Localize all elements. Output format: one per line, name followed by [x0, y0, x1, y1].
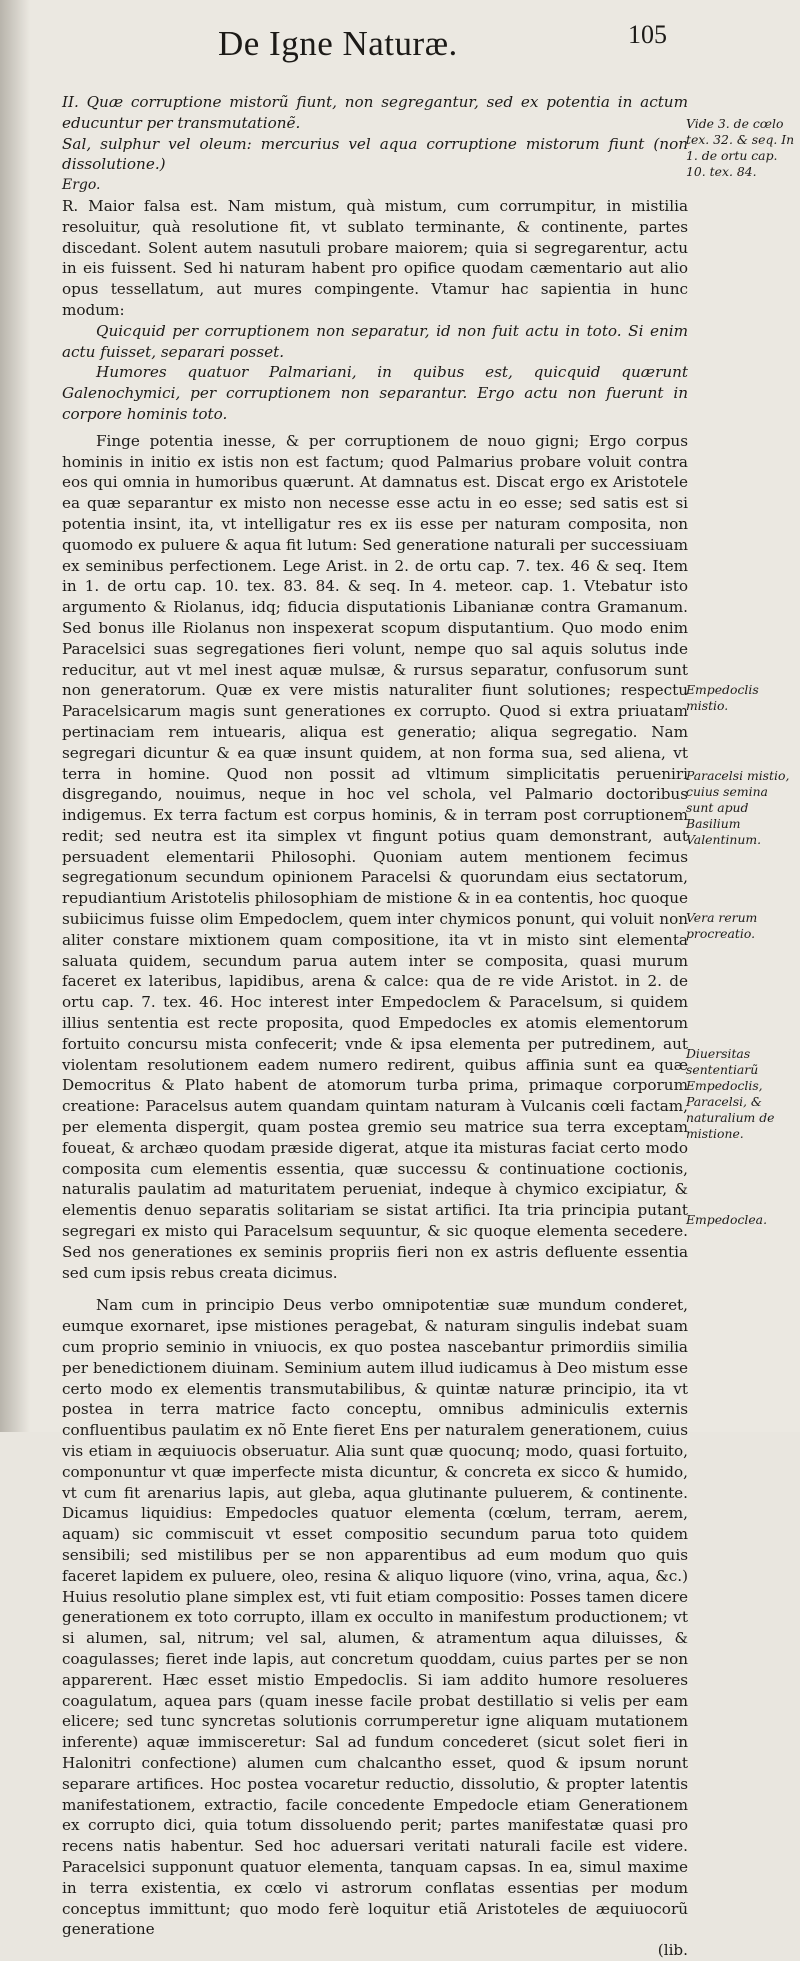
main-text-column [62, 92, 688, 1960]
margin-note: Empedoclis mistio. [686, 682, 759, 713]
body-paragraph: Sal, sulphur vel oleum: mercurius vel aqua corruptione mistorum fiunt (non dissolutione.) [62, 134, 688, 174]
body-paragraph: R. Maior falsa est. Nam mistum, quà mistum, cum corrumpitur, in mistilia resoluitur, quà resolutione fit, vt sublato terminante, & continente, partes discedant. Solent autem nasutuli probare maiorem; quia si segregarentur, actu in eis fuissent. Sed hi naturam habent pro opifice quodam cæmentario aut alio opus tessellatum, aut mures compingente. Vtamur hac sapientia in hunc modum: [62, 196, 688, 319]
margin-note: Diuersitas sententiarũ Empedoclis, Paracelsi, & naturalium de mistione. [686, 1046, 775, 1141]
margin-note: Empedoclea. [686, 1212, 768, 1227]
body-paragraph: (lib. [657, 1941, 688, 1960]
margin-note: Vide 3. de cœlo tex. 32. & seq. In 1. de ortu cap. 10. tex. 84. [686, 116, 795, 179]
page-gutter-shadow [0, 0, 30, 1432]
running-header [0, 18, 800, 68]
body-paragraph: II. Quæ corruptione mistorũ fiunt, non segregantur, sed ex potentia in actum educuntur per transmutationẽ. [62, 93, 688, 132]
page-title: De Igne Naturæ. [218, 24, 458, 63]
body-paragraph: Nam cum in principio Deus verbo omnipotentiæ suæ mundum conderet, eumque exornaret, ipse mistiones peragebat, & naturam singulis indebat suam cum proprio seminio in vniuocis, ex quo postea nascebantur primordiis similia per benedictionem diuinam. Seminium autem illud iudicamus à Deo mistum esse certo modo ex elementis transmutabilibus, & quintæ naturæ principio, ita vt postea in terra matrice facto conceptu, omnibus adminiculis externis confluentibus paulatim ex nõ Ente fieret Ens per naturalem generationem, cuius vis etiam in æquiuocis obseruatur. Alia sunt quæ quocunq; modo, quasi fortuito, componuntur vt quæ imperfecte mista dicuntur, & concreta ex sicco & humido, vt cum fit arenarius lapis, aut gleba, aqua glutinante puluerem, & continente. Dicamus liquidius: Empedocles quatuor elementa (cœlum, terram, aerem, aquam) sic commiscuit vt esset compositio secundum parua toto quidem sensibili; sed mistilibus per se non apparentibus ad eum modum quo quis faceret lapidem ex puluere, oleo, resina & aliquo liquore (vino, vrina, aqua, &c.) Huius resolutio plane simplex est, vti fuit etiam compositio: Posses tamen dicere generationem ex toto corrupto, illam ex occulto in manifestum productionem; vt si alumen, sal, nitrum; vel sal, alumen, & atramentum aqua diluisses, & coagulasses; fieret inde lapis, aut concretum quoddam, cuius partes per se non apparerent. Hæc esset mistio Empedoclis. Si iam addito humore resolueres coagulatum, aquea pars (quam inesse facile probat destillatio si velis per eam elicere; sed tunc syncretas solutionis corrumperetur igne aliquam mutationem inferente) aquæ immisceretur: Sal ad fundum concederet (sicut solet fieri in Halonitri confectione) alumen cum chalcantho esset, quod & ipsum norunt separare artifices. Hoc postea vocaretur reductio, dissolutio, & propter latentis manifestationem, extractio, facile concedente Empedocle etiam Generationem ex corrupto dici, quia totum dissoluendo perit; partes manifestatæ quasi pro recens natis habentur. Sed hoc aduersari veritati naturali facile est videre. Paracelsici supponunt quatuor elementa, tanquam capsas. In ea, simul maxime in terra existentia, ex cœlo vi astrorum conflatas essentias per modum conceptus immittunt; quo modo ferè loquitur etiã Aristoteles de æquiuocorũ generatione [62, 1296, 688, 1939]
margin-note: Vera rerum procreatio. [686, 910, 758, 941]
margin-note: Paracelsi mistio, cuius semina sunt apud Basilium Valentinum. [686, 768, 790, 847]
body-paragraph: Finge potentia inesse, & per corruptionem de nouo gigni; Ergo corpus hominis in initio ex istis non est factum; quod Palmarius probare voluit contra eos qui omnia in humoribus quærunt. At damnatus est. Discat ergo ex Aristotele ea quæ separantur ex misto non necesse esse actu in eo esse; sed satis est si potentia insint, ita, vt intelligatur res ex iis esse per naturam composita, non quomodo ex puluere & aqua fit lutum: Sed generatione naturali per successiuam ex seminibus perfectionem. Lege Arist. in 2. de ortu cap. 7. tex. 46 & seq. Item in 1. de ortu cap. 10. tex. 83. 84. & seq. In 4. meteor. cap. 1. Vtebatur isto argumento & Riolanus, idq; fiducia disputationis Libanianæ contra Gramanum. Sed bonus ille Riolanus non inspexerat scopum disputantium. Quo modo enim Paracelsici suas segregationes fieri volunt, nempe quo sal aquis solutus inde reducitur, aut vt mel inest aquæ mulsæ, & rursus separatur, confusorum sunt non generatorum. Quæ ex vere mistis naturaliter fiunt solutiones; respectu Paracelsicarum magis sunt generationes ex corrupto. Quod si extra priuatam pertinaciam rem intuearis, aliqua est generatio; aliqua segregatio. Nam segregari dicuntur & ea quæ insunt quidem, at non forma sua, sed aliena, vt terra in homine. Quod non possit ad vltimum simplicitatis perueniri disgregando, nouimus, neque in hoc vel schola, vel Palmario doctoribus indigemus. Ex terra factum est corpus hominis, & in terram post corruptionem redit; sed neutra est ita simplex vt fingunt potius quam demonstrant, aut persuadent elementarii Philosophi. Quoniam autem mentionem fecimus segregationum secundum opinionem Paracelsi & quorundam eius sectatorum, repudiantium Aristotelis philosophiam de mistione & in ea contentis, hoc quoque subiicimus fuisse olim Empedoclem, quem inter chymicos ponunt, qui voluit non aliter constare mixtionem quam compositione, ita vt in misto sint elementa saluata quidem, secundum parua autem inter se composita, quasi murum faceret ex lateribus, lapidibus, arena & calce: qua de re vide Aristot. in 2. de ortu cap. 7. tex. 46. Hoc interest inter Empedoclem & Paracelsum, si quidem illius sententia est recte proposita, quod Empedocles ex atomis elementorum fortuito concursu mista confecerit; vnde & ipsa elementa per putredinem, aut violentam resolutionem eadem numero redirent, quibus affinia sunt ea quæ Democritus & Plato habent de atomorum turba prima, primaque corporum creatione: Paracelsus autem quandam quintam naturam à Vulcanis cœli factam, per elementa dispergit, quam postea gremio seu matrice sua terra exceptam foueat, & archæo quodam præside digerat, atque ita misturas faciat certo modo composita cum elementis essentia, quæ successu & continuatione coctionis, naturalis paulatim ad maturitatem perueniat, indeque à chymico excipiatur, & elementis denuo separatis solitariam se sistat artifici. Ita tria principia putant segregari ex misto qui Paracelsum sequuntur, & sic quoque elementa secedere. Sed nos generationes ex seminis propriis fieri non ex astris defluente essentia sed cum ipsis rebus creata dicimus. [62, 431, 688, 1282]
body-paragraph: Ergo. [62, 177, 101, 194]
page-number: 105 [628, 20, 667, 49]
body-paragraph: Humores quatuor Palmariani, in quibus est, quicquid quærunt Galenochymici, per corruptionem non separantur. Ergo actu non fuerunt in corpore hominis toto. [62, 363, 688, 423]
body-paragraph: Quicquid per corruptionem non separatur, id non fuit actu in toto. Si enim actu fuisset, separari posset. [62, 321, 688, 361]
